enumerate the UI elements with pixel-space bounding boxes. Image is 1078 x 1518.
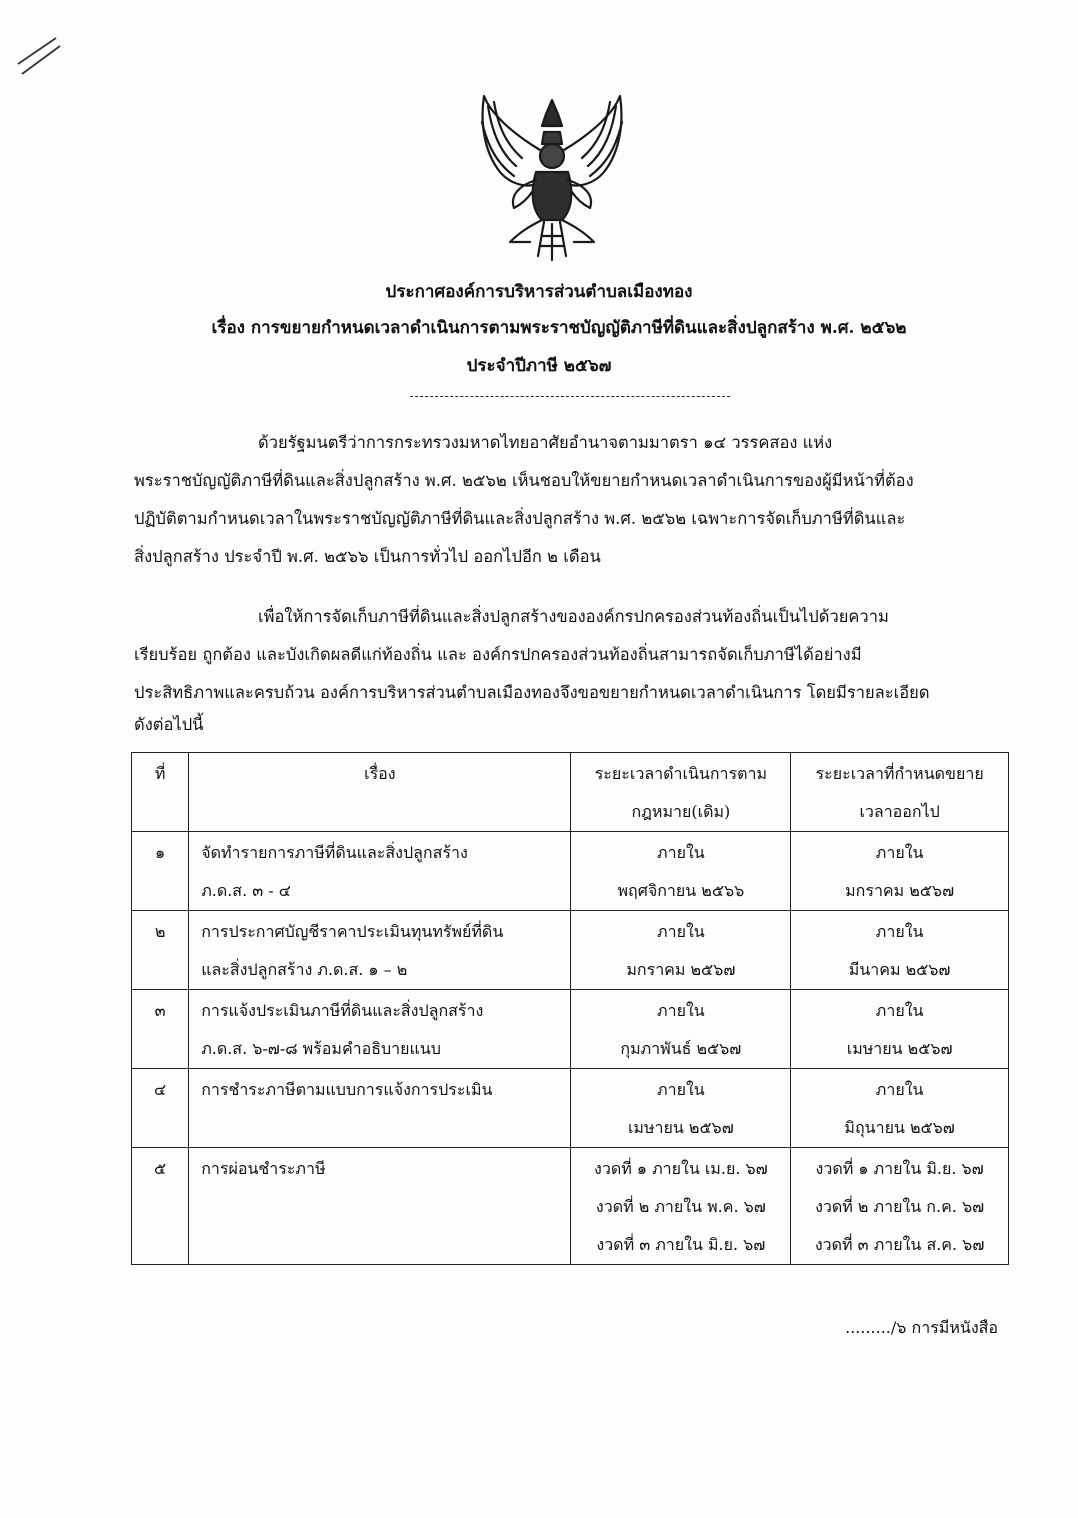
row-extended-period: ภายใน มิถุนายน ๒๕๖๗ [791, 1069, 1009, 1148]
row-extended-period: ภายใน เมษายน ๒๕๖๗ [791, 990, 1009, 1069]
row-extended-period: งวดที่ ๑ ภายใน มิ.ย. ๖๗ งวดที่ ๒ ภายใน ก.ค. ๖๗ งวดที่ ๓ ภายใน ส.ค. ๖๗ [791, 1148, 1009, 1265]
row-topic: การผ่อนชำระภาษี [189, 1148, 571, 1265]
row-number: ๕ [132, 1148, 189, 1265]
header-extended-period: ระยะเวลาที่กำหนดขยาย เวลาออกไป [791, 753, 1009, 832]
table-row [132, 990, 1009, 1069]
table-row [132, 911, 1009, 990]
announcement-subject: เรื่อง การขยายกำหนดเวลาดำเนินการตามพระราชบัญญัติภาษีที่ดินและสิ่งปลูกสร้าง พ.ศ. ๒๕๖๒ [211, 318, 907, 338]
paragraph-line: ด้วยรัฐมนตรีว่าการกระทรวงมหาดไทยอาศัยอำนาจตามมาตรา ๑๔ วรรคสอง แห่ง [258, 433, 833, 452]
paragraph-line: พระราชบัญญัติภาษีที่ดินและสิ่งปลูกสร้าง พ.ศ. ๒๕๖๒ เห็นชอบให้ขยายกำหนดเวลาดำเนินการของผู้มีหน้าที่ต้อง [134, 471, 914, 490]
paragraph-line: ดังต่อไปนี้ [134, 715, 204, 734]
header-topic: เรื่อง [189, 753, 571, 832]
paragraph-line: เรียบร้อย ถูกต้อง และบังเกิดผลดีแก่ท้องถิ่น และ องค์กรปกครองส่วนท้องถิ่นสามารถจัดเก็บภาษีได้อย่างมี [134, 645, 862, 664]
row-topic: การประกาศบัญชีราคาประเมินทุนทรัพย์ที่ดิน และสิ่งปลูกสร้าง ภ.ด.ส. ๑ – ๒ [189, 911, 571, 990]
header-original-period: ระยะเวลาดำเนินการตาม กฎหมาย(เดิม) [571, 753, 791, 832]
row-original-period: งวดที่ ๑ ภายใน เม.ย. ๖๗ งวดที่ ๒ ภายใน พ.ค. ๖๗ งวดที่ ๓ ภายใน มิ.ย. ๖๗ [571, 1148, 791, 1265]
paragraph-preamble [134, 424, 1014, 576]
row-topic: จัดทำรายการภาษีที่ดินและสิ่งปลูกสร้าง ภ.ด.ส. ๓ - ๔ [189, 832, 571, 911]
header-divider [410, 396, 730, 397]
row-topic: การชำระภาษีตามแบบการแจ้งการประเมิน [189, 1069, 571, 1148]
schedule-table [131, 752, 1009, 1265]
paragraph-line: เพื่อให้การจัดเก็บภาษีที่ดินและสิ่งปลูกสร้างขององค์กรปกครองส่วนท้องถิ่นเป็นไปด้วยความ [258, 607, 889, 626]
table-row [132, 1069, 1009, 1148]
row-original-period: ภายใน เมษายน ๒๕๖๗ [571, 1069, 791, 1148]
paragraph-line: ประสิทธิภาพและครบถ้วน องค์การบริหารส่วนตำบลเมืองทองจึงขอขยายกำหนดเวลาดำเนินการ โดยมีรายละเอียด [134, 683, 930, 702]
table-row [132, 1148, 1009, 1265]
garuda-emblem-icon [470, 92, 635, 262]
row-extended-period: ภายใน มกราคม ๒๕๖๗ [791, 832, 1009, 911]
row-topic: การแจ้งประเมินภาษีที่ดินและสิ่งปลูกสร้าง ภ.ด.ส. ๖-๗-๘ พร้อมคำอธิบายแนบ [189, 990, 571, 1069]
row-number: ๒ [132, 911, 189, 990]
row-number: ๔ [132, 1069, 189, 1148]
page-continuation-note: ........./๖ การมีหนังสือ [845, 1318, 998, 1337]
row-original-period: ภายใน กุมภาพันธ์ ๒๕๖๗ [571, 990, 791, 1069]
announcement-year: ประจำปีภาษี ๒๕๖๗ [466, 356, 612, 376]
paragraph-purpose [134, 598, 1014, 738]
header-no: ที่ [132, 753, 189, 832]
row-number: ๑ [132, 832, 189, 911]
row-original-period: ภายใน พฤศจิกายน ๒๕๖๖ [571, 832, 791, 911]
row-extended-period: ภายใน มีนาคม ๒๕๖๗ [791, 911, 1009, 990]
announcement-title: ประกาศองค์การบริหารส่วนตำบลเมืองทอง [385, 282, 693, 302]
paragraph-line: ปฏิบัติตามกำหนดเวลาในพระราชบัญญัติภาษีที่ดินและสิ่งปลูกสร้าง พ.ศ. ๒๕๖๒ เฉพาะการจัดเก็บภาษีที่ดินและ [134, 509, 906, 528]
paragraph-line: สิ่งปลูกสร้าง ประจำปี พ.ศ. ๒๕๖๖ เป็นการทั่วไป ออกไปอีก ๒ เดือน [134, 547, 601, 566]
table-row [132, 832, 1009, 911]
row-original-period: ภายใน มกราคม ๒๕๖๗ [571, 911, 791, 990]
pen-stroke-mark-icon [14, 30, 64, 80]
row-number: ๓ [132, 990, 189, 1069]
table-header-row [132, 753, 1009, 832]
